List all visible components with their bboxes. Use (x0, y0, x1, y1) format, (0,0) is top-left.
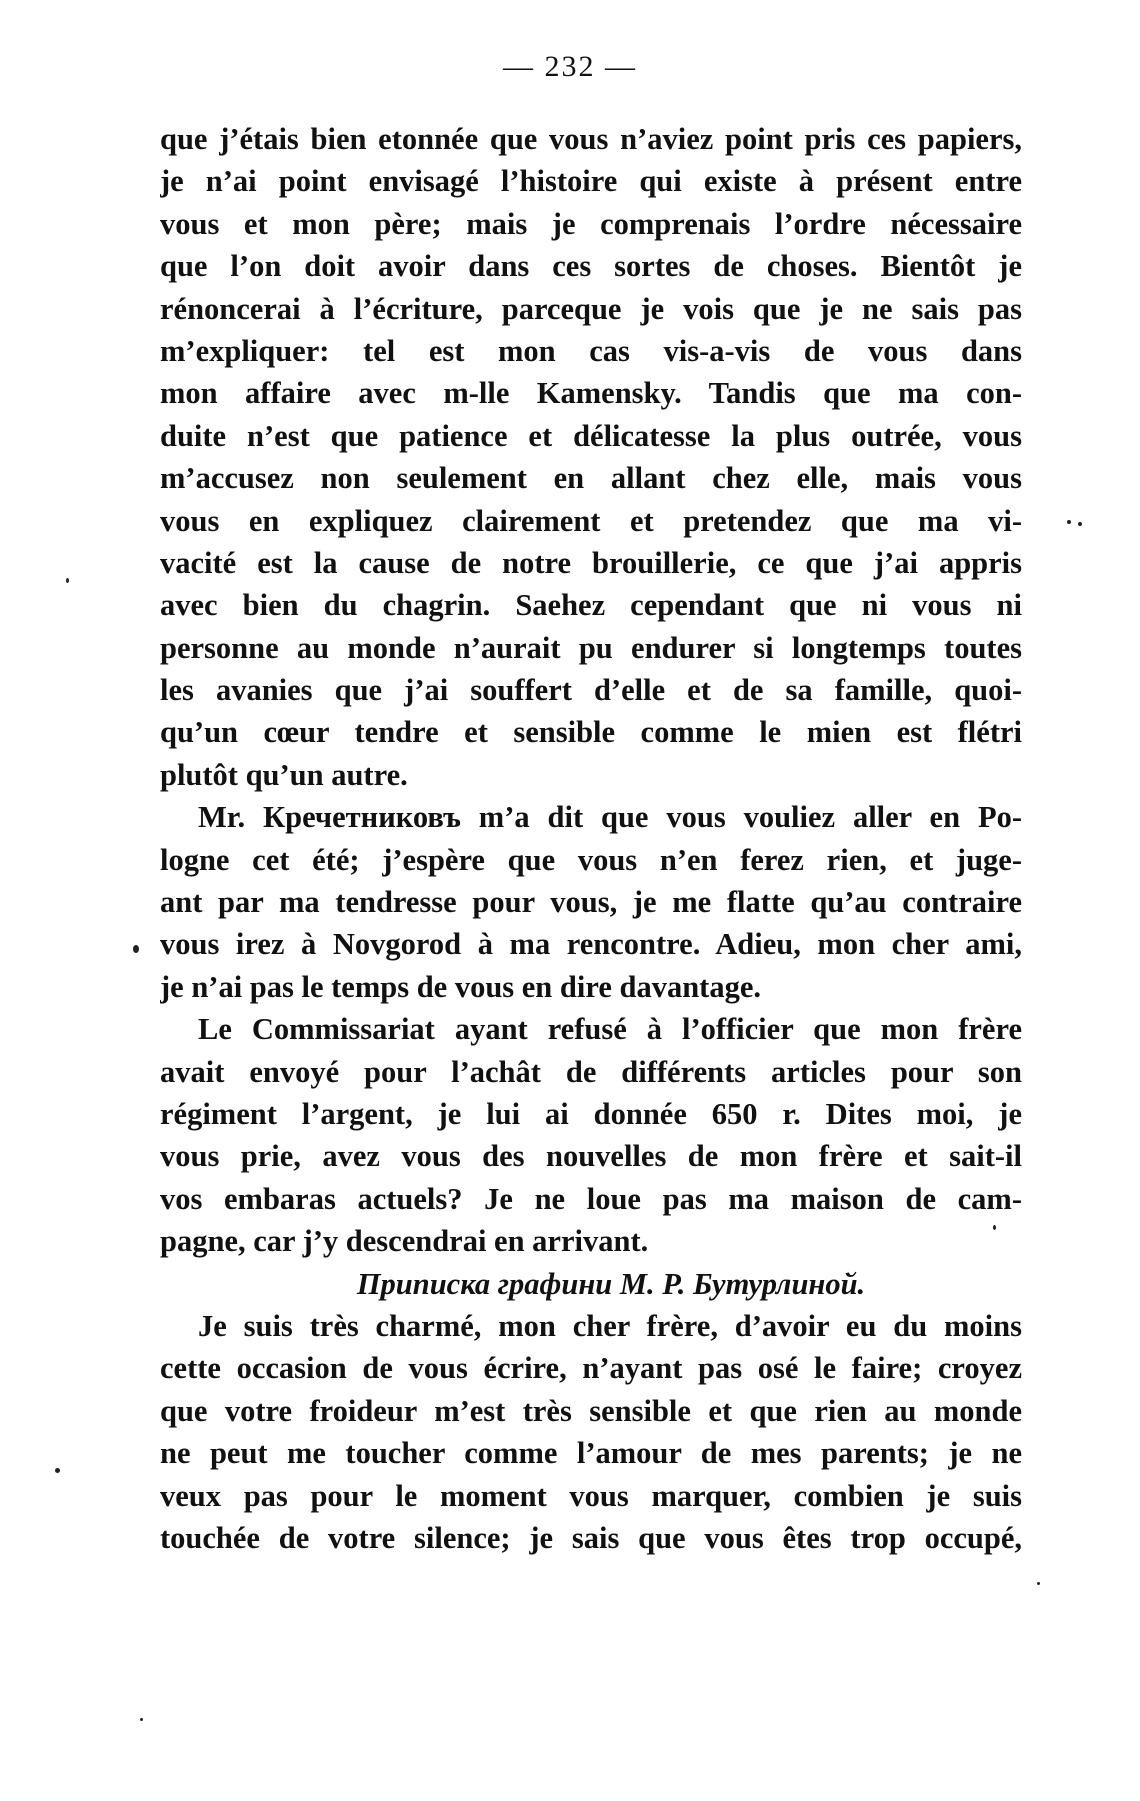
scan-speck (140, 1718, 143, 1721)
text-line: avait envoyé pour l’achât de différents articles pour son (160, 1054, 1022, 1089)
text-line: rénoncerai à l’écriture, parceque je vois que je ne sais pas (160, 291, 1022, 326)
text-line: je n’ai pas le temps de vous en dire davantage. (160, 969, 761, 1004)
text-line: m’expliquer: tel est mon cas vis-a-vis de vous dans (160, 333, 1022, 368)
text-line: personne au monde n’aurait pu endurer si longtemps toutes (160, 630, 1022, 665)
text-line: pagne, car j’y descendrai en arrivant. (160, 1224, 649, 1259)
page-number: — 232 — (503, 50, 637, 83)
text-line: touchée de votre silence; je sais que vous êtes trop occupé, (160, 1520, 1022, 1555)
text-line: m’accusez non seulement en allant chez elle, mais vous (160, 461, 1022, 496)
scan-speck (1037, 1582, 1040, 1585)
text-line: vous en expliquez clairement et pretendez que ma vi- (160, 503, 1022, 538)
text-line: mon affaire avec m-lle Kamensky. Tandis que ma con- (160, 376, 1022, 411)
text-line: que votre froideur m’est très sensible et que rien au monde (160, 1393, 1022, 1428)
scan-speck (993, 1225, 996, 1230)
text-line: vous irez à Novgorod à ma rencontre. Adieu, mon cher ami, (160, 927, 1022, 962)
text-line: les avanies que j’ai souffert d’elle et de sa famille, quoi- (160, 673, 1022, 708)
text-line: que l’on doit avoir dans ces sortes de choses. Bientôt je (160, 249, 1022, 284)
body-text (160, 118, 1022, 1559)
text-line: ant par ma tendresse pour vous, je me flatte qu’au contraire (160, 885, 1022, 920)
text-line: que j’étais bien etonnée que vous n’aviez point pris ces papiers, (160, 122, 1022, 156)
scan-speck (1078, 522, 1082, 526)
scan-speck (55, 1468, 60, 1473)
text-line: Je suis très charmé, mon cher frère, d’avoir eu du moins (198, 1308, 1022, 1343)
text-line: régiment l’argent, je lui ai donnée 650 r. Dites moi, je (160, 1096, 1022, 1131)
text-line: vous prie, avez vous des nouvelles de mon frère et sait-il (160, 1139, 1022, 1174)
scan-speck (1067, 520, 1071, 524)
text-line: avec bien du chagrin. Saehez cependant que ni vous ni (160, 588, 1022, 623)
text-line: Le Commissariat ayant refusé à l’officier que mon frère (198, 1012, 1022, 1047)
text-line: je n’ai point envisagé l’histoire qui existe à présent entre (160, 164, 1022, 199)
text-line: ne peut me toucher comme l’amour de mes parents; je ne (160, 1436, 1022, 1471)
section-heading: Приписка графини М. Р. Бутурлиной. (356, 1266, 866, 1301)
text-line: plutôt qu’un autre. (160, 757, 408, 792)
scan-speck (133, 945, 139, 953)
text-line: duite n’est que patience et délicatesse la plus outrée, vous (160, 418, 1022, 453)
text-line: qu’un cœur tendre et sensible comme le mien est flétri (160, 715, 1022, 750)
text-line: vos embaras actuels? Je ne loue pas ma maison de cam- (160, 1181, 1022, 1216)
text-line: logne cet été; j’espère que vous n’en ferez rien, et juge- (160, 842, 1022, 877)
text-line: vacité est la cause de notre brouillerie, ce que j’ai appris (160, 545, 1022, 580)
text-line: veux pas pour le moment vous marquer, combien je suis (160, 1478, 1022, 1513)
scan-speck (66, 578, 69, 583)
text-line: vous et mon père; mais je comprenais l’ordre nécessaire (160, 206, 1022, 241)
text-line: Mr. Кречетниковъ m’a dit que vous vouliez aller en Po- (198, 800, 1022, 835)
text-line: cette occasion de vous écrire, n’ayant pas osé le faire; croyez (160, 1351, 1022, 1386)
